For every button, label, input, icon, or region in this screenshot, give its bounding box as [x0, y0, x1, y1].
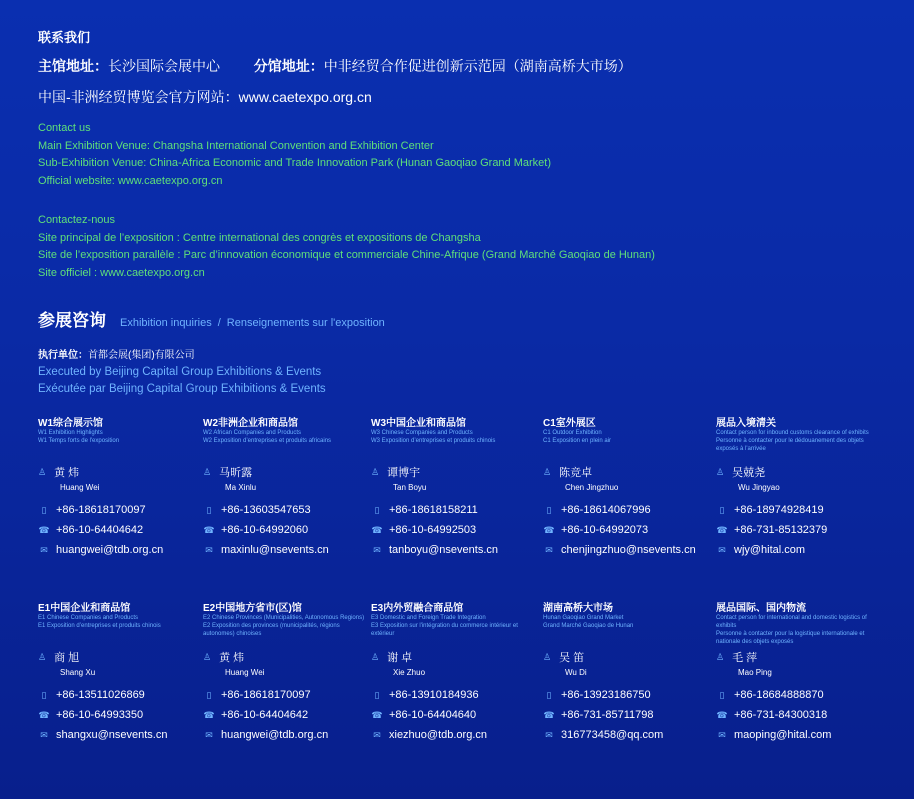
mobile-icon: ▯: [546, 689, 552, 700]
contact-name: 吴 笛: [559, 652, 585, 664]
contact-pinyin: Wu Jingyao: [738, 483, 780, 492]
hall-column: [203, 414, 373, 554]
french-block: [38, 212, 655, 282]
phone-number: +86-10-64404642: [56, 524, 144, 536]
contact-pinyin: Ma Xinlu: [225, 483, 257, 492]
hall-title: 湖南高桥大市场: [543, 603, 613, 614]
mobile-number: +86-13511026869: [56, 689, 145, 701]
mobile-line: [203, 689, 373, 701]
contact-name: 谢 卓: [387, 652, 413, 664]
mobile-number: +86-18614067996: [561, 504, 651, 516]
french-line: Site principal de l’exposition : Centre international des congrès et expositions de Changsha: [38, 231, 481, 244]
inquiries-heading: [38, 306, 385, 331]
hall-title: C1室外展区: [543, 418, 596, 429]
hall-title: 展品国际、国内物流: [716, 603, 806, 614]
venue-line: [38, 56, 632, 76]
person-icon: ♙: [543, 651, 552, 662]
executor-value: 首都会展(集团)有限公司: [88, 350, 195, 361]
contact-name: 谭博宇: [387, 467, 421, 479]
contact-person: [716, 464, 886, 480]
hall-subtitle-fr: W3 Exposition d’entreprises et produits chinois: [371, 438, 496, 444]
email-line: [38, 544, 208, 556]
phone-icon: ☎: [203, 709, 215, 720]
contact-pinyin: Mao Ping: [738, 668, 772, 677]
website-cn: 中国-非洲经贸博览会官方网站：www.caetexpo.org.cn: [38, 89, 372, 105]
contact-header: 联系我们: [38, 30, 91, 45]
hall-subtitle-fr: E3 Exposition sur l'intégration du commerce intérieur et extérieur: [371, 623, 518, 637]
mobile-icon: ▯: [41, 689, 47, 700]
person-icon: ♙: [716, 651, 725, 662]
executor-label: 执行单位：: [38, 350, 88, 361]
email-address[interactable]: shangxu@nsevents.cn: [56, 729, 168, 741]
contact-pinyin: Chen Jingzhuo: [565, 483, 619, 492]
mobile-icon: ▯: [206, 504, 212, 515]
contact-name: 黄 炜: [54, 467, 80, 479]
email-icon: ✉: [205, 544, 213, 555]
contact-person: [203, 649, 373, 665]
mobile-number: +86-18618170097: [221, 689, 311, 701]
contact-name: 马昕露: [219, 467, 253, 479]
contact-name: 陈竞卓: [559, 467, 593, 479]
mobile-icon: ▯: [206, 689, 212, 700]
hall-subtitle-fr: E2 Exposition des provinces (municipalités, régions autonomes) chinoises: [203, 623, 340, 637]
executor-line: [38, 346, 195, 361]
mobile-number: +86-13910184936: [389, 689, 479, 701]
phone-icon: ☎: [38, 709, 50, 720]
hall-column: [371, 599, 541, 739]
contact-pinyin: Wu Di: [565, 668, 587, 677]
hall-subtitle-en: E1 Chinese Companies and Products: [38, 615, 139, 621]
hall-subtitle-en: E2 Chinese Provinces (Municipalities, Autonomous Regions): [203, 615, 365, 621]
phone-icon: ☎: [203, 524, 215, 535]
hall-column: [543, 599, 713, 739]
email-line: [716, 729, 886, 741]
hall-subtitle-en: C1 Outdoor Exhibition: [543, 430, 602, 436]
phone-line: [716, 524, 886, 536]
email-address[interactable]: maoping@hital.com: [734, 729, 832, 741]
email-icon: ✉: [718, 544, 726, 555]
phone-number: +86-10-64992503: [389, 524, 477, 536]
hall-subtitle-fr: W2 Exposition d’entreprises et produits africains: [203, 438, 332, 444]
person-icon: ♙: [203, 651, 212, 662]
email-address[interactable]: xiezhuo@tdb.org.cn: [389, 729, 488, 741]
phone-line: [371, 524, 541, 536]
hall-subtitle-fr: E1 Exposition d’entreprises et produits chinois: [38, 623, 161, 629]
phone-icon: ☎: [371, 524, 383, 535]
mobile-icon: ▯: [719, 504, 725, 515]
english-block: [38, 120, 551, 190]
hall-column: [716, 414, 886, 554]
mobile-line: [203, 504, 373, 516]
email-icon: ✉: [40, 729, 48, 740]
hall-subtitle-en: Contact person for inbound customs clearance of exhibits: [716, 430, 869, 436]
contact-pinyin: Tan Boyu: [393, 483, 427, 492]
contact-name: 毛 萍: [732, 652, 758, 664]
hall-title: W2非洲企业和商品馆: [203, 418, 298, 429]
hall-title: E3内外贸融合商品馆: [371, 603, 464, 614]
phone-line: [38, 524, 208, 536]
english-line: Main Exhibition Venue: Changsha International Convention and Exhibition Center: [38, 139, 434, 152]
email-icon: ✉: [205, 729, 213, 740]
phone-line: [38, 709, 208, 721]
mobile-line: [716, 689, 886, 701]
email-line: [371, 544, 541, 556]
hall-subtitle-fr: C1 Exposition en plein air: [543, 438, 612, 444]
phone-icon: ☎: [371, 709, 383, 720]
phone-line: [203, 709, 373, 721]
hall-subtitle-fr: Personne à contacter pour le dédouanement des objets exposés à l'arrivée: [716, 438, 864, 452]
hall-subtitle-fr: W1 Temps forts de l'exposition: [38, 438, 120, 444]
mobile-icon: ▯: [374, 504, 380, 515]
person-icon: ♙: [716, 466, 725, 477]
email-line: [716, 544, 886, 556]
phone-line: [371, 709, 541, 721]
sub-venue-label: 分馆地址：: [253, 58, 324, 74]
inquiries-en: Exhibition inquiries: [120, 317, 212, 329]
contact-person: [38, 464, 208, 480]
phone-icon: ☎: [38, 524, 50, 535]
person-icon: ♙: [371, 466, 380, 477]
email-line: [203, 544, 373, 556]
mobile-number: +86-13603547653: [221, 504, 311, 516]
hall-subtitle-en: W2 African Companies and Products: [203, 430, 302, 436]
email-icon: ✉: [545, 729, 553, 740]
mobile-number: +86-18974928419: [734, 504, 824, 516]
person-icon: ♙: [203, 466, 212, 477]
email-line: [543, 544, 713, 556]
phone-number: +86-731-84300318: [734, 709, 828, 721]
phone-number: +86-10-64992073: [561, 524, 649, 536]
phone-number: +86-731-85711798: [561, 709, 654, 721]
main-venue-label: 主馆地址：: [38, 58, 108, 74]
mobile-icon: ▯: [374, 689, 380, 700]
email-icon: ✉: [40, 544, 48, 555]
sub-venue-value: 中非经贸合作促进创新示范园（湖南高桥大市场）: [323, 58, 632, 74]
email-address[interactable]: huangwei@tdb.org.cn: [221, 729, 329, 741]
hall-subtitle-en: Contact person for international and domestic logistics of exhibits: [716, 615, 867, 629]
hall-subtitle-fr: Personne à contacter pour la logistique internationale et nationale des objets exposés: [716, 631, 865, 645]
hall-column: [38, 599, 208, 739]
email-line: [38, 729, 208, 741]
email-address[interactable]: huangwei@tdb.org.cn: [56, 544, 164, 556]
hall-title: E2中国地方省市(区)馆: [203, 603, 302, 614]
person-icon: ♙: [371, 651, 380, 662]
email-address[interactable]: maxinlu@nsevents.cn: [221, 544, 329, 556]
english-line: Sub-Exhibition Venue: China-Africa Economic and Trade Innovation Park (Hunan Gaoqiao Grand Market): [38, 157, 552, 169]
inquiries-title: 参展咨询: [38, 311, 106, 330]
person-icon: ♙: [543, 466, 552, 477]
hall-title: E1中国企业和商品馆: [38, 603, 131, 614]
mobile-icon: ▯: [719, 689, 725, 700]
hall-subtitle-fr: Grand Marché Gaoqiao de Hunan: [543, 623, 634, 629]
executor-en: Executed by Beijing Capital Group Exhibitions & Events: [38, 366, 322, 378]
hall-title: W1综合展示馆: [38, 418, 103, 429]
hall-subtitle-en: W3 Chinese Companies and Products: [371, 430, 473, 436]
email-address[interactable]: wjy@hital.com: [734, 544, 806, 556]
email-icon: ✉: [373, 544, 381, 555]
mobile-line: [371, 504, 541, 516]
email-icon: ✉: [718, 729, 726, 740]
contact-pinyin: Shang Xu: [60, 668, 96, 677]
hall-column: [716, 599, 886, 739]
phone-number: +86-10-64404642: [221, 709, 309, 721]
contact-person: [543, 464, 713, 480]
email-address[interactable]: tanboyu@nsevents.cn: [389, 544, 499, 556]
person-icon: ♙: [38, 651, 47, 662]
english-line: Official website: www.caetexpo.org.cn: [38, 174, 223, 187]
mobile-number: +86-13923186750: [561, 689, 651, 701]
phone-line: [716, 709, 886, 721]
email-address[interactable]: 316773458@qq.com: [561, 729, 664, 741]
french-line: Site de l’exposition parallèle : Parc d’innovation économique et commerciale Chine-Afrique (Grand Marché Gaoqiao de Hunan): [38, 249, 655, 261]
email-line: [371, 729, 541, 741]
contact-name: 吴兢尧: [732, 467, 766, 479]
contact-person: [543, 649, 713, 665]
contact-pinyin: Huang Wei: [60, 483, 100, 492]
contact-name: 黄 炜: [219, 652, 245, 664]
email-icon: ✉: [373, 729, 381, 740]
contact-person: [38, 649, 208, 665]
contact-pinyin: Xie Zhuo: [393, 668, 426, 677]
inquiries-fr: Renseignements sur l'exposition: [226, 317, 385, 329]
phone-number: +86-731-85132379: [734, 524, 828, 536]
contact-person: [203, 464, 373, 480]
hall-column: [371, 414, 541, 554]
executor-translations: [38, 364, 326, 398]
phone-line: [203, 524, 373, 536]
executor-fr: Exécutée par Beijing Capital Group Exhibitions & Events: [38, 383, 326, 395]
email-line: [543, 729, 713, 741]
phone-icon: ☎: [716, 709, 728, 720]
contact-pinyin: Huang Wei: [225, 668, 265, 677]
hall-subtitle-en: W1 Exhibition Highlights: [38, 430, 103, 436]
mobile-line: [716, 504, 886, 516]
phone-line: [543, 524, 713, 536]
inquiries-sep: /: [217, 317, 221, 329]
mobile-number: +86-18618170097: [56, 504, 146, 516]
mobile-line: [38, 504, 208, 516]
phone-icon: ☎: [716, 524, 728, 535]
mobile-line: [543, 689, 713, 701]
contact-name: 商 旭: [54, 652, 80, 664]
mobile-line: [371, 689, 541, 701]
hall-title: W3中国企业和商品馆: [371, 418, 466, 429]
email-icon: ✉: [545, 544, 553, 555]
hall-column: [543, 414, 713, 554]
french-line: Contactez-nous: [38, 214, 116, 226]
hall-column: [203, 599, 373, 739]
contact-person: [716, 649, 886, 665]
contact-person: [371, 464, 541, 480]
french-line: Site officiel : www.caetexpo.org.cn: [38, 266, 205, 279]
phone-line: [543, 709, 713, 721]
hall-column: [38, 414, 208, 554]
mobile-line: [543, 504, 713, 516]
hall-subtitle-en: E3 Domestic and Foreign Trade Integration: [371, 615, 486, 621]
english-line: Contact us: [38, 122, 91, 134]
phone-icon: ☎: [543, 709, 555, 720]
mobile-line: [38, 689, 208, 701]
hall-subtitle-en: Hunan Gaoqiao Grand Market: [543, 615, 624, 621]
main-venue-value: 长沙国际会展中心: [108, 58, 220, 74]
contact-person: [371, 649, 541, 665]
mobile-number: +86-18618158211: [389, 504, 478, 516]
hall-title: 展品入境清关: [716, 418, 776, 429]
phone-number: +86-10-64992060: [221, 524, 309, 536]
phone-icon: ☎: [543, 524, 555, 535]
phone-number: +86-10-64404640: [389, 709, 477, 721]
phone-number: +86-10-64993350: [56, 709, 144, 721]
mobile-icon: ▯: [41, 504, 47, 515]
person-icon: ♙: [38, 466, 47, 477]
mobile-number: +86-18684888870: [734, 689, 824, 701]
email-line: [203, 729, 373, 741]
mobile-icon: ▯: [546, 504, 552, 515]
email-address[interactable]: chenjingzhuo@nsevents.cn: [561, 544, 696, 556]
